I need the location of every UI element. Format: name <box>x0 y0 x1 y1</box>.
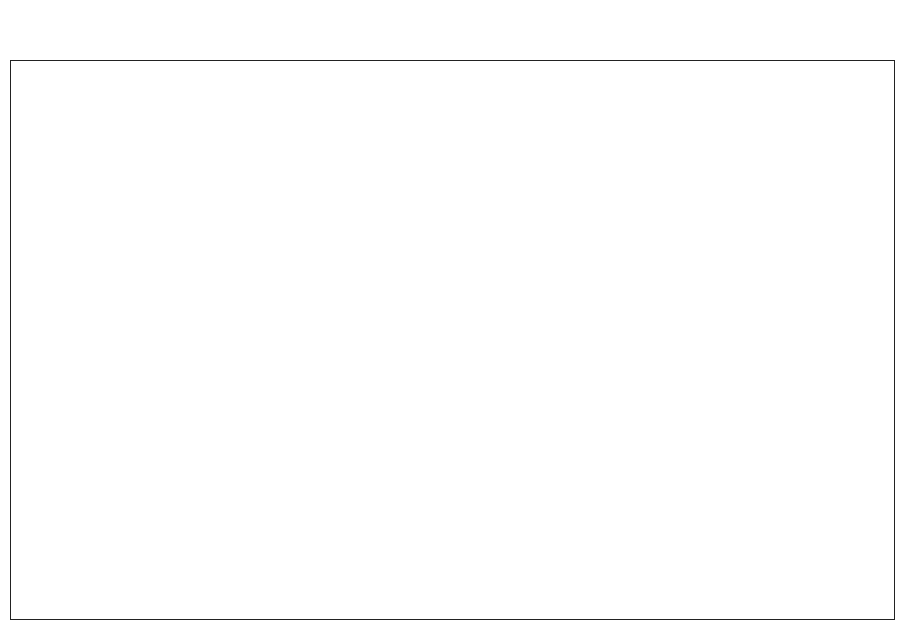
document-page <box>10 60 895 620</box>
